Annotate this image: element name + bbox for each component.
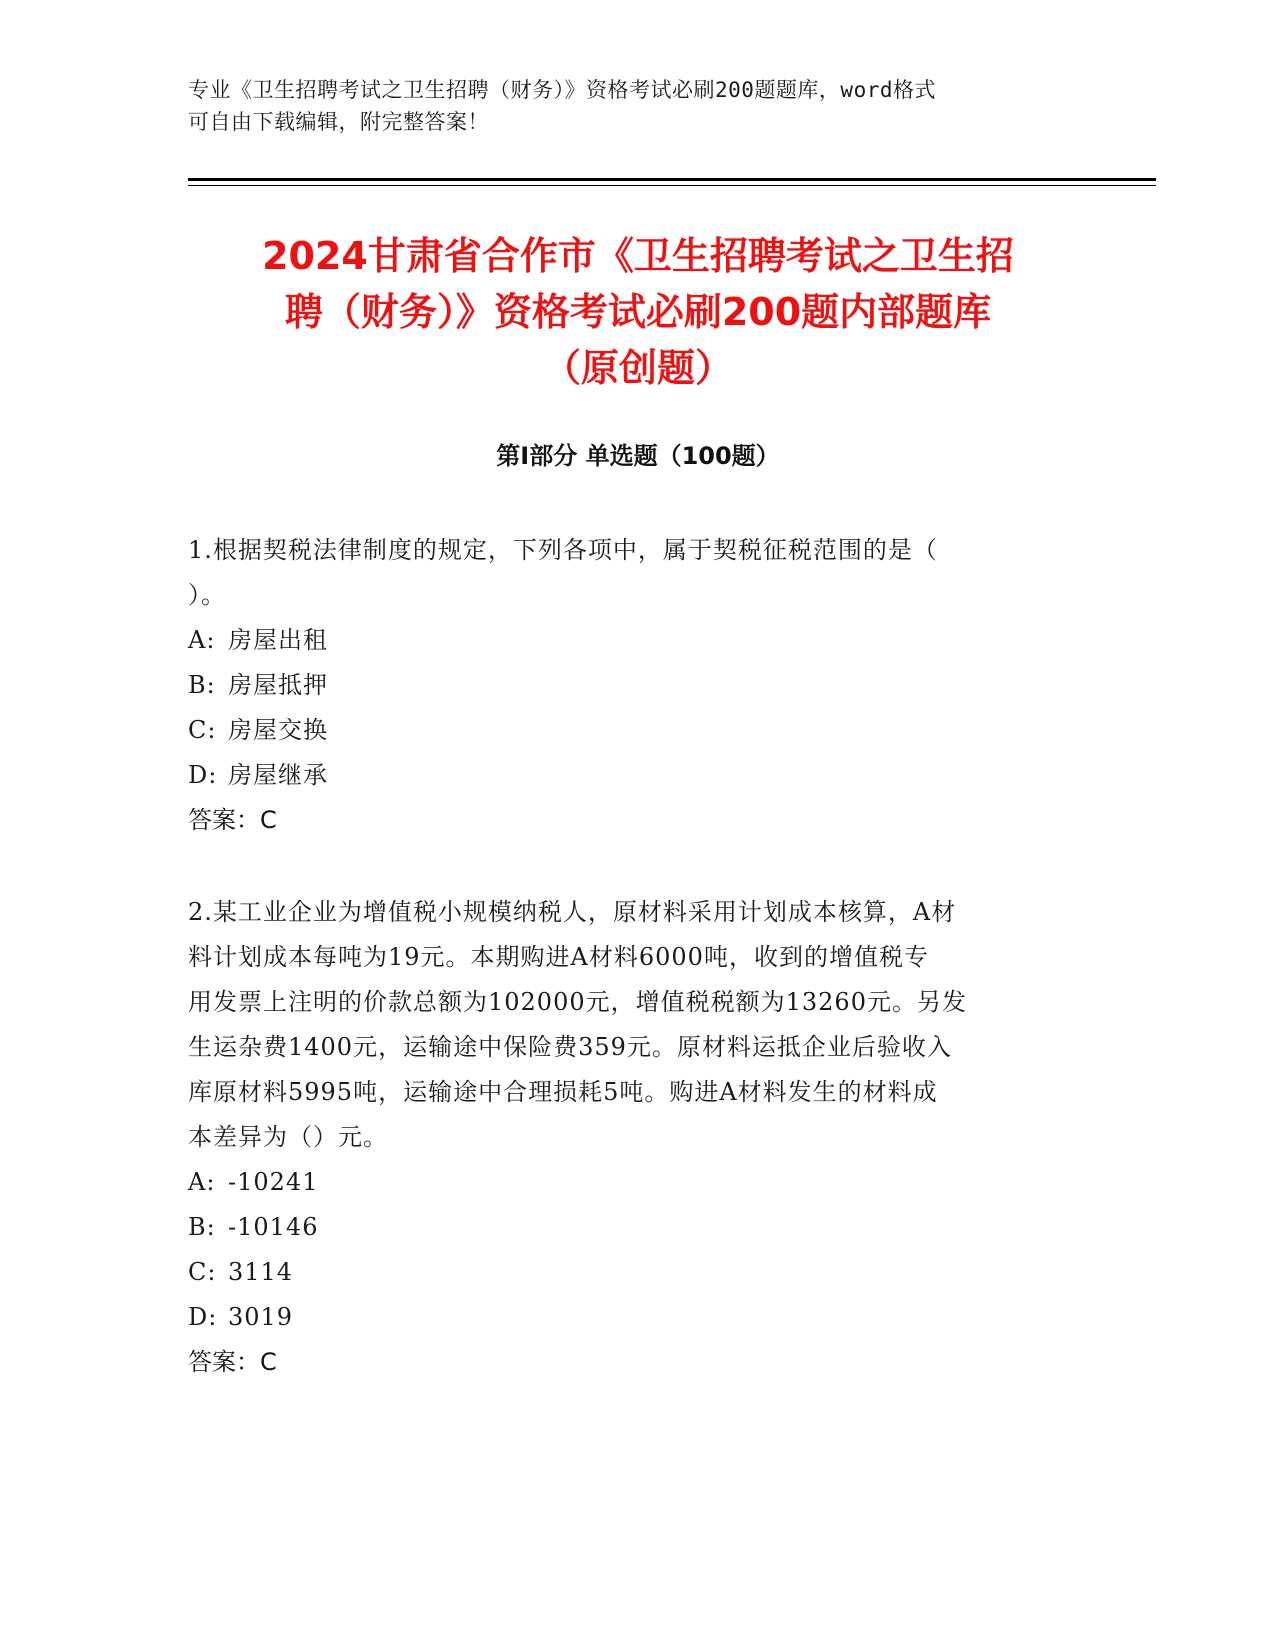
- option-letter: D:: [188, 761, 218, 789]
- option-text: 房屋出租: [228, 626, 328, 654]
- question-stem-line: 2.某工业企业为增值税小规模纳税人，原材料采用计划成本核算，A材: [188, 898, 957, 926]
- option-letter: C:: [188, 716, 217, 744]
- option-letter: B:: [188, 671, 216, 699]
- option-c: [188, 1250, 1088, 1295]
- document-title: [188, 228, 1088, 396]
- option-d: [188, 1295, 1088, 1340]
- option-letter: D:: [188, 1303, 218, 1331]
- option-c: [188, 708, 1088, 753]
- header-note: [188, 74, 1068, 138]
- option-text: 3114: [228, 1258, 294, 1286]
- option-text: 房屋继承: [228, 761, 328, 789]
- option-letter: B:: [188, 1213, 216, 1241]
- question-2: [188, 890, 1088, 1385]
- option-d: [188, 753, 1088, 798]
- header-divider-thick: [188, 178, 1156, 181]
- header-note-line-1: 专业《卫生招聘考试之卫生招聘（财务）》资格考试必刷200题题库，word格式: [188, 78, 936, 102]
- option-text: 3019: [228, 1303, 294, 1331]
- option-text: -10146: [228, 1213, 319, 1241]
- question-stem-line: 用发票上注明的价款总额为102000元，增值税税额为13260元。另发: [188, 988, 967, 1016]
- header-divider-thin: [188, 185, 1156, 186]
- option-b: [188, 663, 1088, 708]
- option-letter: A:: [188, 1168, 216, 1196]
- document-title-line-2: 聘（财务）》资格考试必刷200题内部题库: [284, 290, 992, 334]
- section-heading: 第I部分 单选题（100题）: [496, 442, 780, 470]
- question-1: [188, 528, 1088, 843]
- question-stem-line: 库原材料5995吨，运输途中合理损耗5吨。购进A材料发生的材料成: [188, 1078, 938, 1106]
- option-a: [188, 1160, 1088, 1205]
- document-title-line-1: 2024甘肃省合作市《卫生招聘考试之卫生招: [262, 234, 1014, 278]
- document-title-line-3: （原创题）: [542, 346, 733, 390]
- header-note-line-2: 可自由下载编辑，附完整答案！: [188, 110, 489, 134]
- question-stem-line: 料计划成本每吨为19元。本期购进A材料6000吨，收到的增值税专: [188, 943, 929, 971]
- option-text: 房屋交换: [228, 716, 328, 744]
- answer-line: 答案：C: [188, 806, 277, 834]
- option-letter: A:: [188, 626, 216, 654]
- answer-line: 答案：C: [188, 1348, 277, 1376]
- option-text: 房屋抵押: [228, 671, 328, 699]
- question-stem-line: 生运杂费1400元，运输途中保险费359元。原材料运抵企业后验收入: [188, 1033, 952, 1061]
- option-b: [188, 1205, 1088, 1250]
- option-a: [188, 618, 1088, 663]
- option-text: -10241: [228, 1168, 319, 1196]
- question-stem-line: 本差异为（）元。: [188, 1123, 388, 1151]
- question-stem-line: ）。: [188, 581, 226, 609]
- question-stem-line: 1.根据契税法律制度的规定，下列各项中，属于契税征税范围的是（: [188, 536, 938, 564]
- option-letter: C:: [188, 1258, 217, 1286]
